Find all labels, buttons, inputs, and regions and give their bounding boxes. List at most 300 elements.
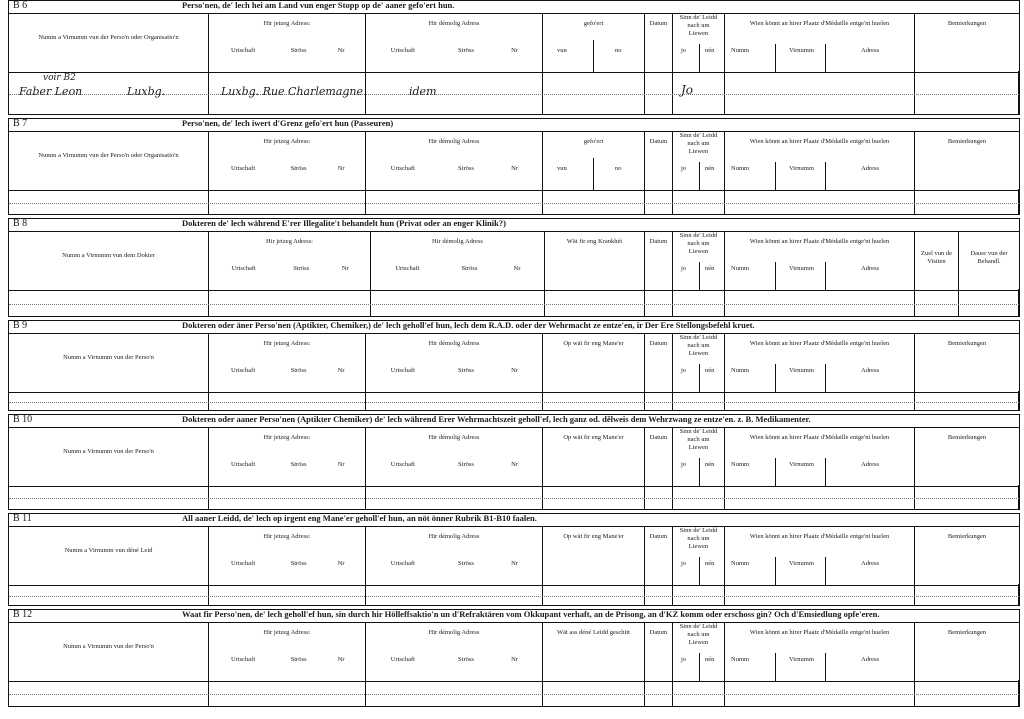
section-b7 <box>8 118 1020 215</box>
locality-label: Urtschaft <box>390 461 415 468</box>
divider <box>672 584 673 605</box>
surname-label: Numm <box>731 165 750 172</box>
address-label: Adress <box>861 656 880 663</box>
remarks-header: Bemierkungen <box>947 340 987 347</box>
divider <box>542 189 543 214</box>
name-column-header: Numm a Virnumm vun der Perso'n <box>63 448 154 455</box>
no-label: nén <box>705 656 715 663</box>
handwritten-idem: idem <box>409 85 437 98</box>
former-address-header: Hir démolig Adress <box>428 629 480 636</box>
number-label: Nr <box>513 265 521 272</box>
firstname-label: Virnumm <box>789 47 814 54</box>
header-col <box>371 232 545 290</box>
no-label: nén <box>705 165 715 172</box>
yes-label: jo <box>681 656 687 663</box>
divider <box>724 391 725 410</box>
header-col <box>9 334 209 392</box>
yes-label: jo <box>681 560 687 567</box>
header-row <box>9 622 1019 681</box>
name-column-header: Numm a Virnumm vun der Perso'n <box>63 643 154 650</box>
divider <box>1018 71 1019 114</box>
from-label: vun <box>557 165 567 172</box>
header-col <box>725 14 915 72</box>
firstname-label: Virnumm <box>789 656 814 663</box>
number-label: Nr <box>511 461 518 468</box>
street-label: Ströss <box>290 461 307 468</box>
medal-header: Wien könnt an hirer Plaatz d'Médaille entge'nt huelen <box>749 629 890 636</box>
medal-header: Wien könnt an hirer Plaatz d'Médaille entge'nt huelen <box>749 434 890 441</box>
divider <box>699 162 700 190</box>
divider <box>644 391 645 410</box>
divider <box>542 71 543 114</box>
handwritten-locality: Luxbg. <box>127 85 166 98</box>
current-address-header: Hir jetzeg Adress: <box>263 629 311 636</box>
yes-label: jo <box>681 165 687 172</box>
remarks-header: Bemierkungen <box>947 434 987 441</box>
header-col <box>209 334 366 392</box>
firstname-label: Virnumm <box>789 367 814 374</box>
meaning-header: Sinn de' Leidd nach um Liewen <box>679 527 718 550</box>
header-col <box>366 623 543 681</box>
header-col <box>645 132 673 190</box>
divider <box>914 584 915 605</box>
manner-header: Op wät fir eng Mane'er <box>563 533 624 540</box>
entry-area[interactable] <box>9 391 1019 410</box>
former-address-header: Hir démolig Adress <box>428 20 480 27</box>
divider <box>672 680 673 706</box>
divider <box>542 391 543 410</box>
number-label: Nr <box>511 165 518 172</box>
current-address-header: Hir jetzeg Adress: <box>263 340 311 347</box>
current-address-header: Hir jetzeg Adress: <box>266 238 313 245</box>
header-col <box>725 334 915 392</box>
divider <box>914 189 915 214</box>
surname-label: Numm <box>731 367 750 374</box>
header-col <box>543 527 645 585</box>
firstname-label: Virnumm <box>789 265 814 272</box>
divider <box>724 71 725 114</box>
divider <box>544 289 545 316</box>
section-title: Perso'nen, de' lech iwert d'Grenz gefo'ert hun (Passeuren) <box>182 118 394 128</box>
date-header: Datum <box>649 340 668 347</box>
handwritten-name: Faber Leon <box>19 85 83 98</box>
header-col <box>645 334 673 392</box>
dotted-line <box>9 402 1019 403</box>
header-row <box>9 427 1019 486</box>
address-label: Adress <box>861 461 880 468</box>
divider <box>699 458 700 486</box>
divider <box>672 485 673 509</box>
divider <box>699 262 700 290</box>
header-col <box>673 132 725 190</box>
section-b6 <box>8 0 1020 115</box>
divider <box>825 458 826 486</box>
header-col <box>673 14 725 72</box>
header-col <box>915 232 959 290</box>
section-title: Perso'nen, de' lech hei am Land vun enger Stopp op de' aaner gefo'ert hun. <box>182 0 455 10</box>
divider <box>775 262 776 290</box>
name-column-header: Numm a Virnumm vun déné Leid <box>64 547 153 554</box>
date-header: Datum <box>649 20 668 27</box>
header-col <box>915 527 1019 585</box>
divider <box>644 485 645 509</box>
meaning-header: Sinn de' Leidd nach um Liewen <box>679 428 718 451</box>
divider <box>825 653 826 681</box>
number-label: Nr <box>341 265 349 272</box>
address-label: Adress <box>861 47 880 54</box>
manner-header: Op wät fir eng Mane'er <box>563 340 624 347</box>
divider <box>825 162 826 190</box>
header-row <box>9 333 1019 392</box>
entry-area[interactable] <box>9 189 1019 214</box>
former-address-header: Hir démolig Adress <box>428 138 480 145</box>
manner-header: Wät fir eng Krankhét <box>566 238 623 245</box>
divider <box>208 289 209 316</box>
current-address-header: Hir jetzeg Adress: <box>263 138 311 145</box>
locality-label: Urtschaft <box>395 265 420 272</box>
to-label: no <box>615 165 622 172</box>
remarks-header: Bemierkungen <box>947 533 987 540</box>
dotted-line <box>9 596 1019 597</box>
divider <box>914 485 915 509</box>
locality-label: Urtschaft <box>390 47 415 54</box>
header-row <box>9 13 1019 72</box>
divider <box>724 189 725 214</box>
header-col <box>9 428 209 486</box>
number-label: Nr <box>337 47 345 54</box>
medal-header: Wien könnt an hirer Plaatz d'Médaille entge'nt huelen <box>749 533 890 540</box>
divider <box>724 584 725 605</box>
name-column-header: Numm a Virnumm vun der Perso'n <box>63 354 154 361</box>
street-label: Ströss <box>290 367 307 374</box>
header-row <box>9 231 1019 290</box>
street-label: Ströss <box>458 656 474 663</box>
current-address-header: Hir jetzeg Adress: <box>263 20 311 27</box>
header-col <box>9 232 209 290</box>
header-col <box>543 14 645 72</box>
header-col <box>725 527 915 585</box>
section-title: Dokteren oder äner Perso'nen (Aptikter, Chemiker,) de' lech geholl'ef hun, lech dem R.A.D. oder der Wehrmacht ze entze'en, ir Der Ere Stellongsbefehl kruet. <box>182 320 755 330</box>
header-col <box>645 14 673 72</box>
no-label: nén <box>705 367 715 374</box>
section-b12 <box>8 609 1020 707</box>
header-col <box>959 232 1019 290</box>
number-label: Nr <box>511 656 518 663</box>
divider <box>1018 391 1019 410</box>
date-header: Datum <box>649 629 668 636</box>
header-col <box>366 14 543 72</box>
current-address-header: Hir jetzeg Adress: <box>263 533 311 540</box>
header-col <box>9 132 209 190</box>
handwritten-yes: Jo <box>681 83 694 97</box>
entry-area[interactable] <box>9 485 1019 509</box>
locality-label: Urtschaft <box>230 47 256 54</box>
entry-area[interactable] <box>9 289 1019 316</box>
transported-header: gefo'ert <box>583 138 604 145</box>
section-b8 <box>8 218 1020 317</box>
divider <box>775 44 776 72</box>
divider <box>365 391 366 410</box>
date-header: Datum <box>649 238 668 245</box>
firstname-label: Virnumm <box>789 461 814 468</box>
header-row <box>9 131 1019 190</box>
header-col <box>673 232 725 290</box>
header-col <box>915 334 1019 392</box>
former-address-header: Hir démolig Adress <box>428 533 480 540</box>
header-col <box>673 428 725 486</box>
section-code: B 7 <box>13 118 28 129</box>
address-label: Adress <box>861 165 880 172</box>
header-col <box>209 132 366 190</box>
section-b10 <box>8 414 1020 510</box>
header-col <box>673 623 725 681</box>
section-b9 <box>8 320 1020 411</box>
divider <box>775 364 776 392</box>
divider <box>365 680 366 706</box>
transported-header: gefo'ert <box>583 20 604 27</box>
header-col <box>9 623 209 681</box>
header-col <box>543 334 645 392</box>
street-label: Ströss <box>290 47 307 54</box>
header-col <box>9 14 209 72</box>
divider <box>593 40 594 72</box>
to-label: no <box>615 47 622 54</box>
divider <box>644 289 645 316</box>
address-label: Adress <box>861 560 880 567</box>
locality-label: Urtschaft <box>230 560 256 567</box>
former-address-header: Hir démolig Adress <box>428 340 480 347</box>
header-col <box>209 623 366 681</box>
former-address-header: Hir démolig Adress <box>428 434 480 441</box>
surname-label: Numm <box>731 461 750 468</box>
street-label: Ströss <box>458 461 474 468</box>
header-col <box>645 428 673 486</box>
divider <box>914 289 915 316</box>
divider <box>208 584 209 605</box>
divider <box>593 158 594 190</box>
name-column-header: Numm a Virnumm vun der Perso'n oder Organisatio'n <box>38 152 179 159</box>
street-label: Ströss <box>458 47 474 54</box>
divider <box>208 391 209 410</box>
divider <box>1018 289 1019 316</box>
remarks-header: Bemierkungen <box>947 138 987 145</box>
divider <box>208 189 209 214</box>
street-label: Ströss <box>290 165 307 172</box>
header-col <box>915 132 1019 190</box>
header-col <box>9 527 209 585</box>
divider <box>825 262 826 290</box>
locality-label: Urtschaft <box>390 165 415 172</box>
divider <box>672 289 673 316</box>
divider <box>365 485 366 509</box>
divider <box>1018 189 1019 214</box>
header-col <box>725 132 915 190</box>
surname-label: Numm <box>731 265 750 272</box>
header-col <box>209 428 366 486</box>
divider <box>958 289 959 316</box>
divider <box>724 289 725 316</box>
locality-label: Urtschaft <box>390 560 415 567</box>
locality-label: Urtschaft <box>230 656 256 663</box>
divider <box>825 364 826 392</box>
medal-header: Wien könnt an hirer Plaatz d'Médaille entge'nt huelen <box>749 238 890 245</box>
street-label: Ströss <box>458 560 474 567</box>
header-col <box>209 527 366 585</box>
date-header: Datum <box>649 533 668 540</box>
number-label: Nr <box>511 367 518 374</box>
number-label: Nr <box>337 367 345 374</box>
divider <box>724 485 725 509</box>
meaning-header: Sinn de' Leidd nach um Liewen <box>679 334 718 357</box>
dotted-line <box>9 694 1019 695</box>
section-title: Waat fir Perso'nen, de' lech geholl'ef hun, sin durch hir Hölleffsaktio'n un d'Refraktären vom Okkupant verhaft, an de Prisong, an d'KZ komm oder erschoss gin? Och d'Emsiedlung opfe'eren. <box>182 609 880 619</box>
section-b11 <box>8 513 1020 606</box>
section-code: B 11 <box>13 513 32 524</box>
divider <box>365 189 366 214</box>
no-label: nén <box>705 461 715 468</box>
dotted-line <box>9 203 1019 204</box>
header-col <box>366 334 543 392</box>
medal-header: Wien könnt an hirer Plaatz d'Médaille entge'nt huelen <box>749 138 890 145</box>
from-label: vun <box>557 47 567 54</box>
locality-label: Urtschaft <box>231 265 256 272</box>
locality-label: Urtschaft <box>230 367 256 374</box>
header-col <box>725 232 915 290</box>
surname-label: Numm <box>731 560 750 567</box>
number-label: Nr <box>337 656 345 663</box>
divider <box>914 71 915 114</box>
number-label: Nr <box>511 560 518 567</box>
entry-area[interactable] <box>9 584 1019 605</box>
street-label: Ströss <box>293 265 310 272</box>
divider <box>365 71 366 114</box>
divider <box>672 189 673 214</box>
date-header: Datum <box>649 434 668 441</box>
header-col <box>673 527 725 585</box>
divider <box>825 557 826 585</box>
no-label: nén <box>705 47 715 54</box>
section-code: B 9 <box>13 320 28 331</box>
duration-header: Dauer vun der Behandl. <box>970 250 1008 265</box>
divider <box>208 680 209 706</box>
divider <box>1018 584 1019 605</box>
header-col <box>915 428 1019 486</box>
header-col <box>673 334 725 392</box>
firstname-label: Virnumm <box>789 560 814 567</box>
yes-label: jo <box>681 367 687 374</box>
medal-header: Wien könnt an hirer Plaatz d'Médaille entge'nt huelen <box>749 340 890 347</box>
divider <box>775 162 776 190</box>
header-col <box>915 623 1019 681</box>
divider <box>699 44 700 72</box>
surname-label: Numm <box>731 47 750 54</box>
divider <box>672 71 673 114</box>
number-label: Nr <box>337 461 345 468</box>
divider <box>699 364 700 392</box>
number-label: Nr <box>511 47 518 54</box>
divider <box>370 289 371 316</box>
manner-header: Wät ass déné Leidd geschitt <box>557 629 630 636</box>
divider <box>914 391 915 410</box>
no-label: nén <box>705 265 715 272</box>
meaning-header: Sinn de' Leidd nach um Liewen <box>679 623 718 646</box>
header-col <box>725 428 915 486</box>
visits-header: Zuel vun de Visiten <box>920 250 953 265</box>
yes-label: jo <box>681 47 687 54</box>
divider <box>365 584 366 605</box>
header-col <box>645 232 673 290</box>
header-row <box>9 526 1019 585</box>
divider <box>914 680 915 706</box>
header-col <box>543 132 645 190</box>
section-code: B 10 <box>13 414 33 425</box>
header-col <box>366 132 543 190</box>
header-col <box>915 14 1019 72</box>
section-title: Dokteren oder aaner Perso'nen (Aptikter Chemiker) de' lech während Erer Wehrmachtszeit geholl'ef, lech ganz od. dělweis dem Wehrzwang ze entze'en. z. B. Medikamenter. <box>182 414 811 424</box>
header-col <box>366 527 543 585</box>
section-code: B 6 <box>13 0 28 11</box>
divider <box>208 71 209 114</box>
manner-header: Op wät fir eng Mane'er <box>563 434 624 441</box>
divider <box>542 680 543 706</box>
meaning-header: Sinn de' Leidd nach um Liewen <box>679 232 718 255</box>
header-col <box>545 232 645 290</box>
header-col <box>543 428 645 486</box>
date-header: Datum <box>649 138 668 145</box>
address-label: Adress <box>861 367 880 374</box>
number-label: Nr <box>337 560 345 567</box>
no-label: nén <box>705 560 715 567</box>
street-label: Ströss <box>290 656 307 663</box>
yes-label: jo <box>681 461 687 468</box>
street-label: Ströss <box>458 367 474 374</box>
former-address-header: Hir démolig Adress <box>432 238 483 245</box>
current-address-header: Hir jetzeg Adress: <box>263 434 311 441</box>
divider <box>1018 680 1019 706</box>
divider <box>825 44 826 72</box>
street-label: Ströss <box>461 265 478 272</box>
locality-label: Urtschaft <box>230 461 256 468</box>
meaning-header: Sinn de' Leidd nach um Liewen <box>679 14 718 37</box>
divider <box>775 458 776 486</box>
number-label: Nr <box>337 165 345 172</box>
divider <box>542 584 543 605</box>
entry-area[interactable] <box>9 680 1019 706</box>
divider <box>724 680 725 706</box>
remarks-header: Bemierkungen <box>947 629 987 636</box>
yes-label: jo <box>681 265 687 272</box>
name-column-header: Numm a Virnumm vun dem Dokter <box>62 252 155 259</box>
locality-label: Urtschaft <box>230 165 256 172</box>
divider <box>672 391 673 410</box>
divider <box>1018 485 1019 509</box>
surname-label: Numm <box>731 656 750 663</box>
header-col <box>645 623 673 681</box>
divider <box>775 653 776 681</box>
section-code: B 12 <box>13 609 33 620</box>
section-code: B 8 <box>13 218 28 229</box>
dotted-line <box>9 304 1019 305</box>
divider <box>699 557 700 585</box>
dotted-line <box>9 498 1019 499</box>
header-col <box>725 623 915 681</box>
header-col <box>209 14 366 72</box>
divider <box>644 71 645 114</box>
header-col <box>366 428 543 486</box>
divider <box>644 584 645 605</box>
divider <box>644 680 645 706</box>
street-label: Ströss <box>290 560 307 567</box>
